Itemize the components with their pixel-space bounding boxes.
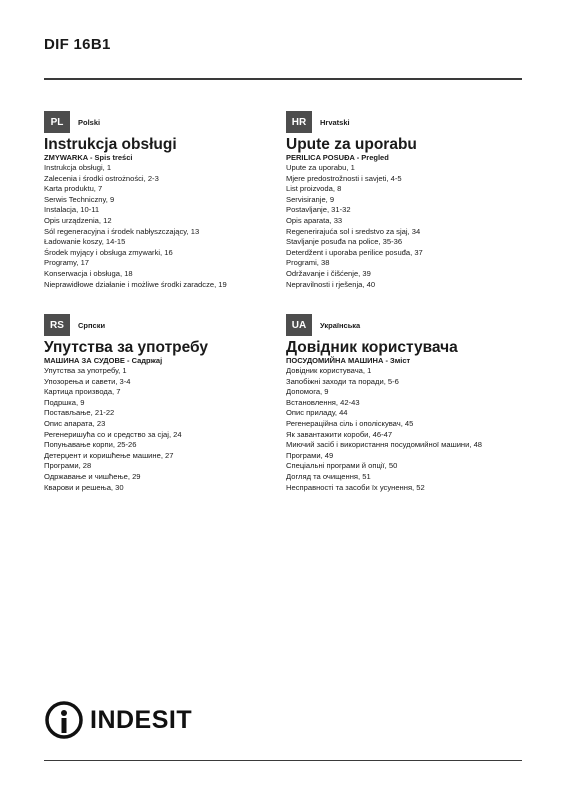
contents-item: Упозорења и савети, 3-4 — [44, 376, 131, 386]
section-title: Instrukcja obsługi — [44, 136, 177, 153]
contents-item: Програми, 49 — [286, 450, 334, 460]
language-name: Українська — [320, 320, 361, 330]
contents-item: Кварови и решења, 30 — [44, 482, 124, 492]
contents-list — [286, 163, 526, 290]
section-subtitle: PERILICA POSUĐA - Pregled — [286, 153, 389, 162]
contents-item: Постављање, 21-22 — [44, 408, 115, 418]
language-code-badge: UA — [286, 314, 312, 336]
contents-item: Довідник користувача, 1 — [286, 366, 372, 375]
contents-item: Deterdžent i uporaba perilice posuđa, 37 — [286, 247, 423, 257]
contents-item: Миючий засіб і використання посудомийної машини, 48 — [286, 440, 483, 450]
language-name: Hrvatski — [320, 117, 350, 127]
contents-item: Mjere predostrožnosti i savjeti, 4-5 — [286, 173, 402, 183]
bottom-divider — [44, 760, 522, 761]
contents-item: Serwis Techniczny, 9 — [44, 194, 115, 204]
contents-item: Nepravilnosti i rješenja, 40 — [286, 279, 376, 289]
contents-item: Regenerirajuća sol i sredstvo za sjaj, 34 — [286, 226, 421, 236]
section-title: Упутства за употребу — [44, 339, 209, 356]
contents-item: Programy, 17 — [44, 258, 90, 268]
language-code-badge: PL — [44, 111, 70, 133]
section-rs — [44, 314, 284, 493]
contents-list — [44, 366, 284, 493]
language-code-badge: HR — [286, 111, 312, 133]
contents-item: Środek myjący i obsługa zmywarki, 16 — [44, 247, 173, 257]
section-pl — [44, 111, 284, 290]
contents-item: Nieprawidłowe działanie i możliwe środki zaradcze, 19 — [44, 279, 227, 289]
contents-item: Opis aparata, 33 — [286, 215, 343, 225]
contents-item: Servisiranje, 9 — [286, 194, 335, 204]
contents-item: Догляд та очищення, 51 — [286, 471, 371, 481]
contents-item: List proizvoda, 8 — [286, 184, 342, 194]
contents-item: Допомога, 9 — [286, 387, 329, 397]
language-name: Српски — [78, 320, 106, 330]
contents-item: Konserwacja i obsługa, 18 — [44, 268, 133, 278]
contents-item: Встановлення, 42-43 — [286, 397, 360, 407]
contents-item: Programi, 38 — [286, 258, 330, 268]
contents-item: Несправності та засоби їх усунення, 52 — [286, 482, 425, 492]
contents-item: Karta produktu, 7 — [44, 184, 103, 194]
contents-item: Регенеришућа со и средство за сјај, 24 — [44, 429, 182, 439]
contents-item: Instrukcja obsługi, 1 — [44, 163, 112, 172]
section-hr — [286, 111, 526, 290]
indesit-logo-icon — [44, 700, 84, 740]
contents-item: Опис приладу, 44 — [286, 408, 348, 418]
contents-item: Instalacja, 10-11 — [44, 205, 100, 215]
section-ua — [286, 314, 526, 493]
model-number: DIF 16B1 — [44, 36, 111, 53]
contents-item: Održavanje i čišćenje, 39 — [286, 268, 371, 278]
contents-item: Детерџент и коришћење машине, 27 — [44, 450, 174, 460]
brand-logo — [44, 700, 192, 740]
section-subtitle: ПОСУДОМИЙНА МАШИНА - Зміст — [286, 356, 411, 365]
contents-list — [44, 163, 284, 290]
contents-item: Запобіжні заходи та поради, 5-6 — [286, 376, 399, 386]
contents-item: Stavljanje posuđa na police, 35-36 — [286, 237, 403, 247]
contents-item: Регенераційна сіль і ополіскувач, 45 — [286, 418, 414, 428]
contents-item: Картица производа, 7 — [44, 387, 121, 397]
contents-item: Попуњавање корпи, 25-26 — [44, 440, 137, 450]
brand-name: INDESIT — [90, 705, 193, 734]
contents-item: Zalecenia i środki ostrożności, 2-3 — [44, 173, 159, 183]
contents-item: Sól regeneracyjna i środek nabłyszczający, 13 — [44, 226, 200, 236]
contents-item: Спеціальні програми й опції, 50 — [286, 461, 398, 471]
section-subtitle: МАШИНА ЗА СУДОВЕ - Садржај — [44, 356, 163, 365]
section-title: Upute za uporabu — [286, 136, 417, 153]
top-divider — [44, 78, 522, 80]
section-subtitle: ZMYWARKA - Spis treści — [44, 153, 133, 162]
language-name: Polski — [78, 117, 101, 127]
contents-item: Як завантажити короби, 46-47 — [286, 429, 393, 439]
contents-item: Програми, 28 — [44, 461, 92, 471]
contents-item: Подршка, 9 — [44, 397, 85, 407]
contents-item: Opis urządzenia, 12 — [44, 215, 112, 225]
language-code-badge: RS — [44, 314, 70, 336]
contents-item: Опис апарата, 23 — [44, 418, 106, 428]
contents-item: Одржавање и чишћење, 29 — [44, 471, 141, 481]
contents-item: Upute za uporabu, 1 — [286, 163, 355, 172]
contents-item: Упутства за употребу, 1 — [44, 366, 127, 375]
contents-item: Postavljanje, 31-32 — [286, 205, 351, 215]
contents-list — [286, 366, 526, 493]
contents-item: Ładowanie koszy, 14-15 — [44, 237, 126, 247]
section-title: Довідник користувача — [286, 339, 458, 356]
